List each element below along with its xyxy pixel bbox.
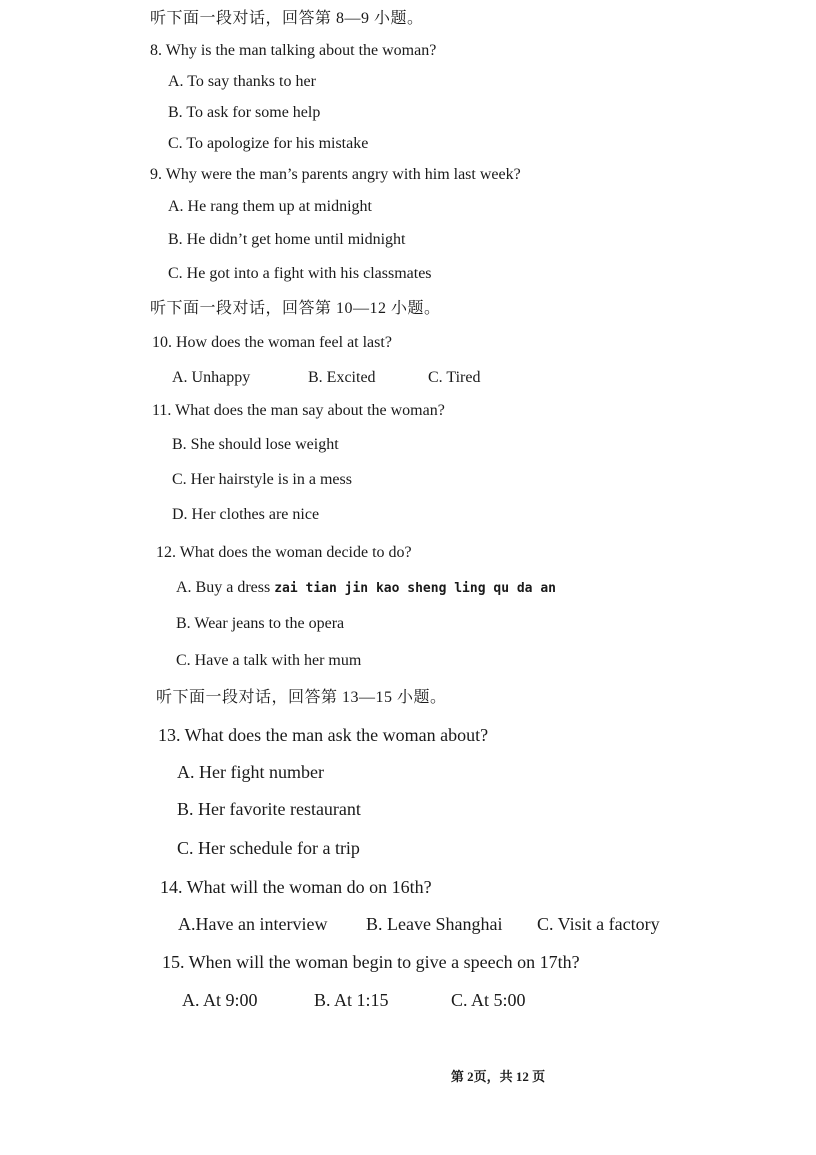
q9-option-b: B. He didn’t get home until midnight <box>168 231 406 248</box>
q9-option-a: A. He rang them up at midnight <box>168 198 372 215</box>
q15-option-b: B. At 1:15 <box>314 990 389 1010</box>
q10-option-c: C. Tired <box>428 369 481 386</box>
q10-option-b: B. Excited <box>308 369 376 386</box>
q12-option-a-row <box>176 578 556 599</box>
question-12: 12. What does the woman decide to do? <box>156 544 412 561</box>
q12-option-b: B. Wear jeans to the opera <box>176 615 345 632</box>
section-heading-13-15: 听下面一段对话，回答第 13—15 小题。 <box>156 689 447 706</box>
question-15: 15. When will the woman begin to give a speech on 17th? <box>162 952 580 972</box>
q8-option-a: A. To say thanks to her <box>168 73 316 90</box>
q13-option-c: C. Her schedule for a trip <box>177 838 360 858</box>
q9-option-c: C. He got into a fight with his classmates <box>168 265 432 282</box>
q11-option-c: C. Her hairstyle is in a mess <box>172 471 352 488</box>
q14-option-a: A.Have an interview <box>178 914 328 934</box>
q12-option-a: A. Buy a dress <box>176 579 271 596</box>
section-heading-10-12: 听下面一段对话，回答第 10—12 小题。 <box>150 300 441 317</box>
q8-option-b: B. To ask for some help <box>168 104 321 121</box>
q10-option-a: A. Unhappy <box>172 369 251 386</box>
page-number-footer: 第 2页，共 12 页 <box>450 1069 546 1084</box>
question-10: 10. How does the woman feel at last? <box>152 334 392 351</box>
overlay-note: zai tian jin kao sheng ling qu da an <box>274 581 556 596</box>
question-9: 9. Why were the man’s parents angry with him last week? <box>150 166 521 183</box>
question-8: 8. Why is the man talking about the woman? <box>150 42 437 59</box>
q13-option-a: A. Her fight number <box>177 762 324 782</box>
q13-option-b: B. Her favorite restaurant <box>177 799 361 819</box>
q11-option-d: D. Her clothes are nice <box>172 506 320 523</box>
q14-option-b: B. Leave Shanghai <box>366 914 503 934</box>
question-14: 14. What will the woman do on 16th? <box>160 877 432 897</box>
q14-option-c: C. Visit a factory <box>537 914 660 934</box>
q12-option-c: C. Have a talk with her mum <box>176 652 362 669</box>
section-heading-8-9: 听下面一段对话，回答第 8—9 小题。 <box>150 10 424 27</box>
q8-option-c: C. To apologize for his mistake <box>168 135 369 152</box>
question-13: 13. What does the man ask the woman about? <box>158 725 489 745</box>
q11-option-b: B. She should lose weight <box>172 436 339 453</box>
question-11: 11. What does the man say about the woman? <box>152 402 445 419</box>
q15-option-a: A. At 9:00 <box>182 990 258 1010</box>
q15-option-c: C. At 5:00 <box>451 990 526 1010</box>
